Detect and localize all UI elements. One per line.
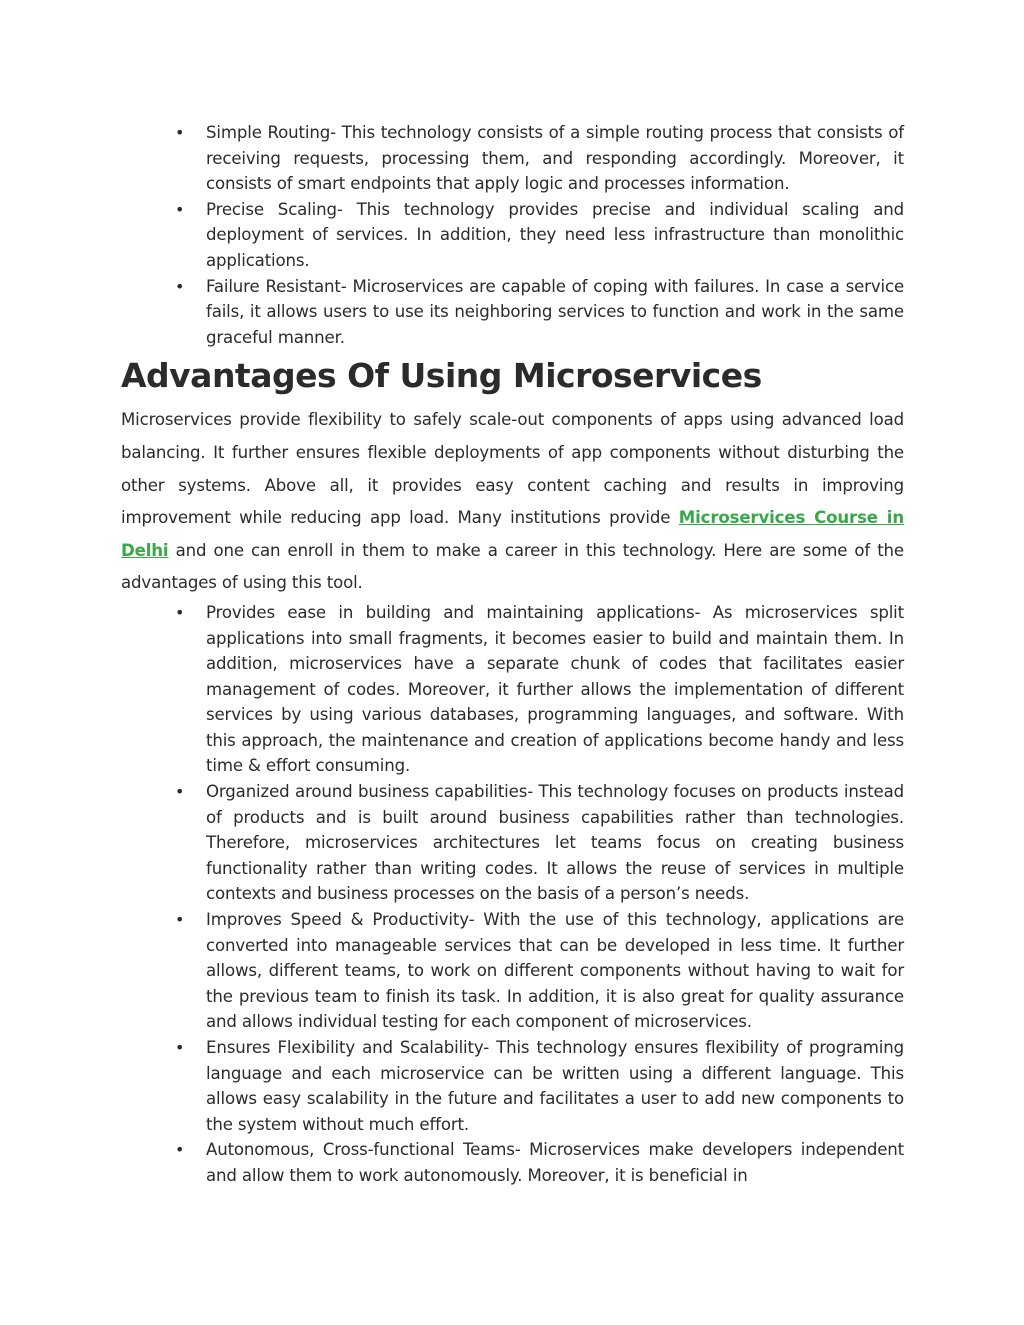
list-item-text: Provides ease in building and maintaining applications- As microservices split applications into small fragments, it becomes easier to build and maintain them. In addition, microservices have a separate chunk of codes that facilitates easier management of codes. Moreover, it further allows the implementation of different services by using various databases, programming languages, and software. With this approach, the maintenance and creation of applications become handy and less time & effort consuming. [206,602,904,776]
bullet-icon: • [175,276,185,296]
bullet-icon: • [175,1038,185,1057]
document-page [121,120,904,1189]
bullet-icon: • [175,782,185,802]
paragraph-text-after-link: and one can enroll in them to make a career in this technology. Here are some of the advantages of using this tool. [121,540,904,593]
bullet-icon: • [175,910,185,930]
list-item [175,1137,904,1188]
paragraph-text-before-link: Microservices provide flexibility to safely scale-out components of apps using advanced load balancing. It further ensures flexible deployments of app components without disturbing the other systems. Above all, it provides easy content caching and results in improving improvement while reducing app load. Many institutions provide [121,410,904,528]
bullet-icon: • [175,123,185,142]
body-paragraph [121,404,904,600]
list-item-text: Autonomous, Cross-functional Teams- Microservices make developers independent and allow them to work autonomously. Moreover, it is beneficial in [206,1140,904,1185]
section-heading: Advantages Of Using Microservices [121,356,762,396]
list-item [175,274,904,351]
list-item [175,120,904,197]
advantages-bullet-list [121,600,904,1189]
list-item-text: Organized around business capabilities- This technology focuses on products instead of products and is built around business capabilities rather than technologies. Therefore, microservices architectures let teams focus on creating business functionality rather than writing codes. It allows the reuse of services in multiple contexts and business processes on the basis of a person’s needs. [206,782,904,904]
list-item [175,907,904,1035]
bullet-icon: • [175,199,185,219]
intro-bullet-list [121,120,904,350]
list-item-text: Ensures Flexibility and Scalability- This technology ensures flexibility of programing language and each microservice can be written using a different language. This allows easy scalability in the future and facilitates a user to add new components to the system without much effort. [206,1038,904,1134]
bullet-icon: • [175,602,185,622]
list-item-text: Failure Resistant- Microservices are capable of coping with failures. In case a service fails, it allows users to use its neighboring services to function and work in the same graceful manner. [206,276,904,347]
list-item [175,1035,904,1137]
list-item-text: Improves Speed & Productivity- With the use of this technology, applications are converted into manageable services that can be developed in less time. It further allows, different teams, to work on different components without having to wait for the previous team to finish its task. In addition, it is also great for quality assurance and allows individual testing for each component of microservices. [206,910,904,1032]
list-item-text: Simple Routing- This technology consists of a simple routing process that consists of receiving requests, processing them, and responding accordingly. Moreover, it consists of smart endpoints that apply logic and processes information. [206,123,904,194]
list-item-text: Precise Scaling- This technology provides precise and individual scaling and deployment of services. In addition, they need less infrastructure than monolithic applications. [206,199,904,270]
list-item [175,197,904,274]
course-link[interactable]: Microservices Course in Delhi [121,508,904,560]
list-item [175,600,904,779]
list-item [175,779,904,907]
bullet-icon: • [175,1140,185,1160]
